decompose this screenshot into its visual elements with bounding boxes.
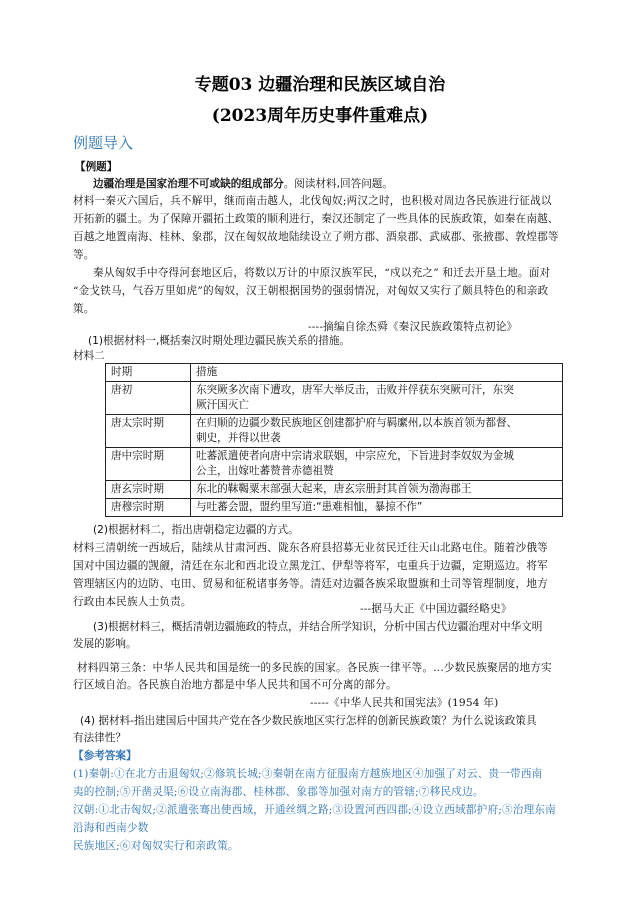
section-heading: 例题导入	[73, 134, 134, 152]
table-row	[106, 415, 563, 448]
table-header-row	[106, 364, 563, 382]
question-4-line: 有法律性？	[73, 732, 126, 744]
material1-line: 策。	[73, 303, 95, 315]
cell-line: 在归顺的边疆少数民族地区创建都护府与羁縻州,以本族首领为都督、	[196, 417, 518, 429]
question-1: (1)根据材料一,概括秦汉时期处理边疆民族关系的措施。	[88, 335, 351, 347]
material4-line: 材料四第三条：中华人民共和国是统一的多民族的国家。各民族一律平等。...少数民族聚居的地方实	[77, 662, 552, 674]
cell-line: 吐蕃派遣使者向唐中宗请求联姻，中宗应允，下旨进封李奴奴为金城	[196, 450, 514, 462]
intro-bold-text: 边疆治理是国家治理不可或缺的组成部分	[93, 178, 284, 190]
cell-line: 与吐蕃会盟，盟约里写道:“患难相恤，暴掠不作”	[196, 501, 423, 513]
table-cell-measure	[191, 448, 563, 481]
material4-source: -----《中华人民共和国宪法》(1954 年)	[310, 697, 499, 709]
table-header-cell: 措施	[191, 364, 563, 382]
table-cell-measure	[191, 382, 563, 415]
table-row	[106, 499, 563, 517]
answer-line: 夷的控制;⑤开凿灵渠;⑥设立南海郡、桂林郡、象郡等加强对南方的管辖;⑦移民戍边。	[73, 786, 484, 798]
material3-source: ---据马大正《中国边疆经略史》	[360, 603, 512, 615]
material1-source: ----摘编自徐杰舜《秦汉民族政策特点初论》	[308, 321, 518, 333]
table-cell-period: 唐中宗时期	[106, 448, 191, 481]
table-header-cell: 时期	[106, 364, 191, 382]
question-3-line: 发展的影响。	[73, 638, 137, 650]
material3-line: 国对中国边疆的觊觎，清廷在东北和西北设立黑龙江、伊犁等将军，屯重兵于边疆，定期巡边。将军	[73, 560, 548, 572]
answer-line: 汉朝:①北击匈奴;②派遣张骞出使西域，开通丝绸之路;③设置河西四郡;④设立西域都护府;⑤治理东南	[73, 804, 556, 816]
material2-table	[105, 363, 563, 517]
answer-tag: 【参考答案】	[73, 750, 137, 762]
cell-line: 刺史，并得以世袭	[196, 432, 281, 444]
material1-line: 百越之地置南海、桂林、象郡，汉在匈奴故地陆续设立了朔方郡、酒泉郡、武威郡、张掖郡、敦煌郡等	[73, 231, 559, 243]
material3-line: 材料三清朝统一西域后，陆续从甘肃河西、陇东各府县招募无业贫民迁往天山北路屯住。随着沙俄等	[73, 542, 548, 554]
table-row	[106, 481, 563, 499]
question-4-line: (4) 据材料-指出建国后中国共产党在各少数民族地区实行怎样的创新民族政策？为什么说该政策具	[80, 715, 537, 727]
table-cell-period: 唐玄宗时期	[106, 481, 191, 499]
material1-line: 秦从匈奴手中夺得河套地区后，将数以万计的中原汉族军民，“戍以充之” 和迁去开垦土地。面对	[93, 267, 551, 279]
page-title: 专题03 边疆治理和民族区域自治	[194, 75, 446, 95]
question-3-line: (3)根据材料三，概括清朝边疆施政的特点，并结合所学知识，分析中国古代边疆治理对中华文明	[93, 621, 543, 633]
cell-line: 公主，出嫁吐蕃赞普赤德祖赞	[196, 465, 334, 477]
table-cell-measure	[191, 415, 563, 448]
answer-line: 沿海和西南少数	[73, 822, 149, 834]
table-cell-period: 唐初	[106, 382, 191, 415]
material2-label: 材料二	[73, 350, 105, 362]
table-cell-period: 唐穆宗时期	[106, 499, 191, 517]
table-cell-measure	[191, 481, 563, 499]
material3-line: 管理辖区内的边防、屯田、贸易和征税诸事务等。清廷对边疆各族采取盟旗和土司等管理制度，地方	[73, 578, 548, 590]
intro-line	[93, 176, 393, 192]
material4-line: 行区域自治。各民族自治地方都是中华人民共和国不可分离的部分。	[73, 679, 397, 691]
answer-line: (1)秦朝:①在北方击退匈奴;②修筑长城;③秦朝在南方征服南方越族地区④加强了对云、贵一带西南	[73, 768, 543, 780]
answer-line: 民族地区;⑥对匈奴实行和亲政策。	[73, 840, 239, 852]
material1-line: “金戈铁马，气吞万里如虎”的匈奴，汉王朝根据国势的强弱情况，对匈奴又实行了颇具特色的和亲政	[73, 285, 549, 297]
question-2: (2)根据材料二，指出唐朝稳定边疆的方式。	[93, 524, 299, 536]
table-cell-measure	[191, 499, 563, 517]
material1-line: 等。	[73, 249, 95, 261]
table-row	[106, 382, 563, 415]
intro-rest-text: 。阅读材料,回答问题。	[283, 178, 393, 190]
cell-line: 厥汗国灭亡	[196, 399, 249, 411]
cell-line: 东突厥多次南下遭攻，唐军大举反击，击败并俘获东突厥可汗，东突	[196, 384, 514, 396]
material1-line: 开拓新的疆土。为了保障开疆拓土政策的顺利进行，秦汉还制定了一些具体的民族政策，如秦在南越、	[73, 213, 559, 225]
material3-line: 行政由本民族人士负责。	[73, 596, 192, 608]
page-subtitle: (2023周年历史事件重难点)	[211, 106, 429, 126]
table-cell-period: 唐太宗时期	[106, 415, 191, 448]
table-row	[106, 448, 563, 481]
example-tag: 【例题】	[75, 161, 118, 173]
cell-line: 东北的靺鞨粟末部强大起来，唐玄宗册封其首领为渤海郡王	[196, 483, 472, 495]
material1-line: 材料一秦灭六国后，兵不解甲，继而南击越人，北伐匈奴;两汉之时，也积极对周边各民族进行征战以	[73, 195, 552, 207]
